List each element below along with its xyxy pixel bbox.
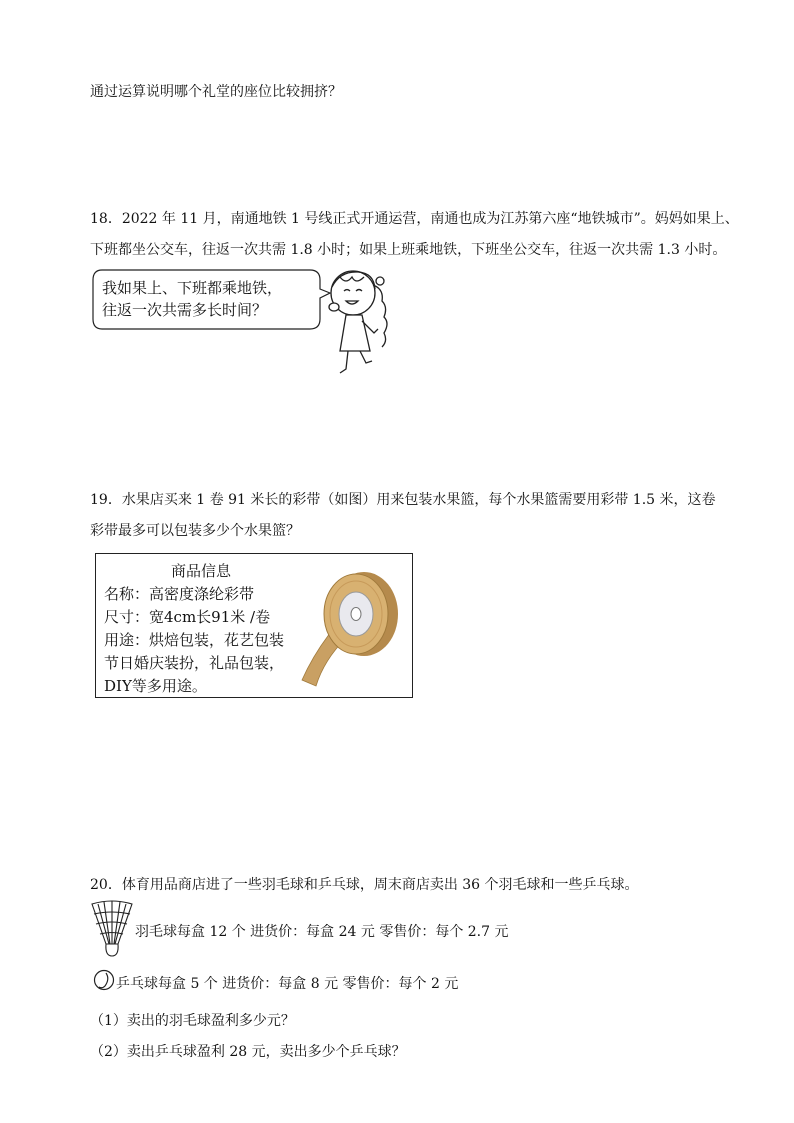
- question-19-text-line2: 彩带最多可以包装多少个水果篮？: [90, 523, 300, 539]
- product-info-line: 尺寸：宽4cm长91米 /卷: [104, 608, 271, 626]
- badminton-info: 羽毛球每盒 12 个 进货价：每盒 24 元 零售价：每个 2.7 元: [135, 924, 509, 940]
- ping-pong-ball-icon: [93, 969, 115, 995]
- shuttlecock-icon: [90, 900, 134, 962]
- question-19-text-line1: 19．水果店买来 1 卷 91 米长的彩带（如图）用来包装水果篮，每个水果篮需要用彩带 1.5 米，这卷: [90, 492, 716, 508]
- product-info-line: 节日婚庆装扮，礼品包装，: [104, 654, 285, 672]
- ping-pong-info: 乒乓球每盒 5 个 进货价：每盒 8 元 零售价：每个 2 元: [116, 976, 459, 992]
- question-17-text: 通过运算说明哪个礼堂的座位比较拥挤？: [90, 84, 342, 100]
- question-20-part-1: （1）卖出的羽毛球盈利多少元？: [90, 1013, 295, 1029]
- ribbon-roll-image: [294, 558, 409, 697]
- product-info-line: DIY等多用途。: [104, 677, 207, 695]
- question-18-text-line2: 下班都坐公交车，往返一次共需 1.8 小时；如果上班乘地铁，下班坐公交车，往返一次共需 1.3 小时。: [90, 242, 727, 258]
- product-info-title: 商品信息: [170, 562, 231, 580]
- product-info-line: 用途：烘焙包装，花艺包装: [104, 631, 285, 649]
- speech-bubble: [92, 269, 322, 329]
- girl-illustration: [318, 263, 408, 387]
- question-18-text-line1: 18．2022 年 11 月，南通地铁 1 号线正式开通运营，南通也成为江苏第六座“地铁城市”。妈妈如果上、: [90, 211, 739, 227]
- bubble-text-line2: 往返一次共需多长时间？: [102, 301, 268, 319]
- question-20-text: 20．体育用品商店进了一些羽毛球和乒乓球，周末商店卖出 36 个羽毛球和一些乒乓球。: [90, 877, 639, 893]
- product-info-line: 名称：高密度涤纶彩带: [104, 585, 255, 603]
- product-info-box: [95, 553, 413, 698]
- question-20-part-2: （2）卖出乒乓球盈利 28 元，卖出多少个乒乓球？: [90, 1044, 406, 1060]
- bubble-text-line1: 我如果上、下班都乘地铁，: [102, 279, 283, 297]
